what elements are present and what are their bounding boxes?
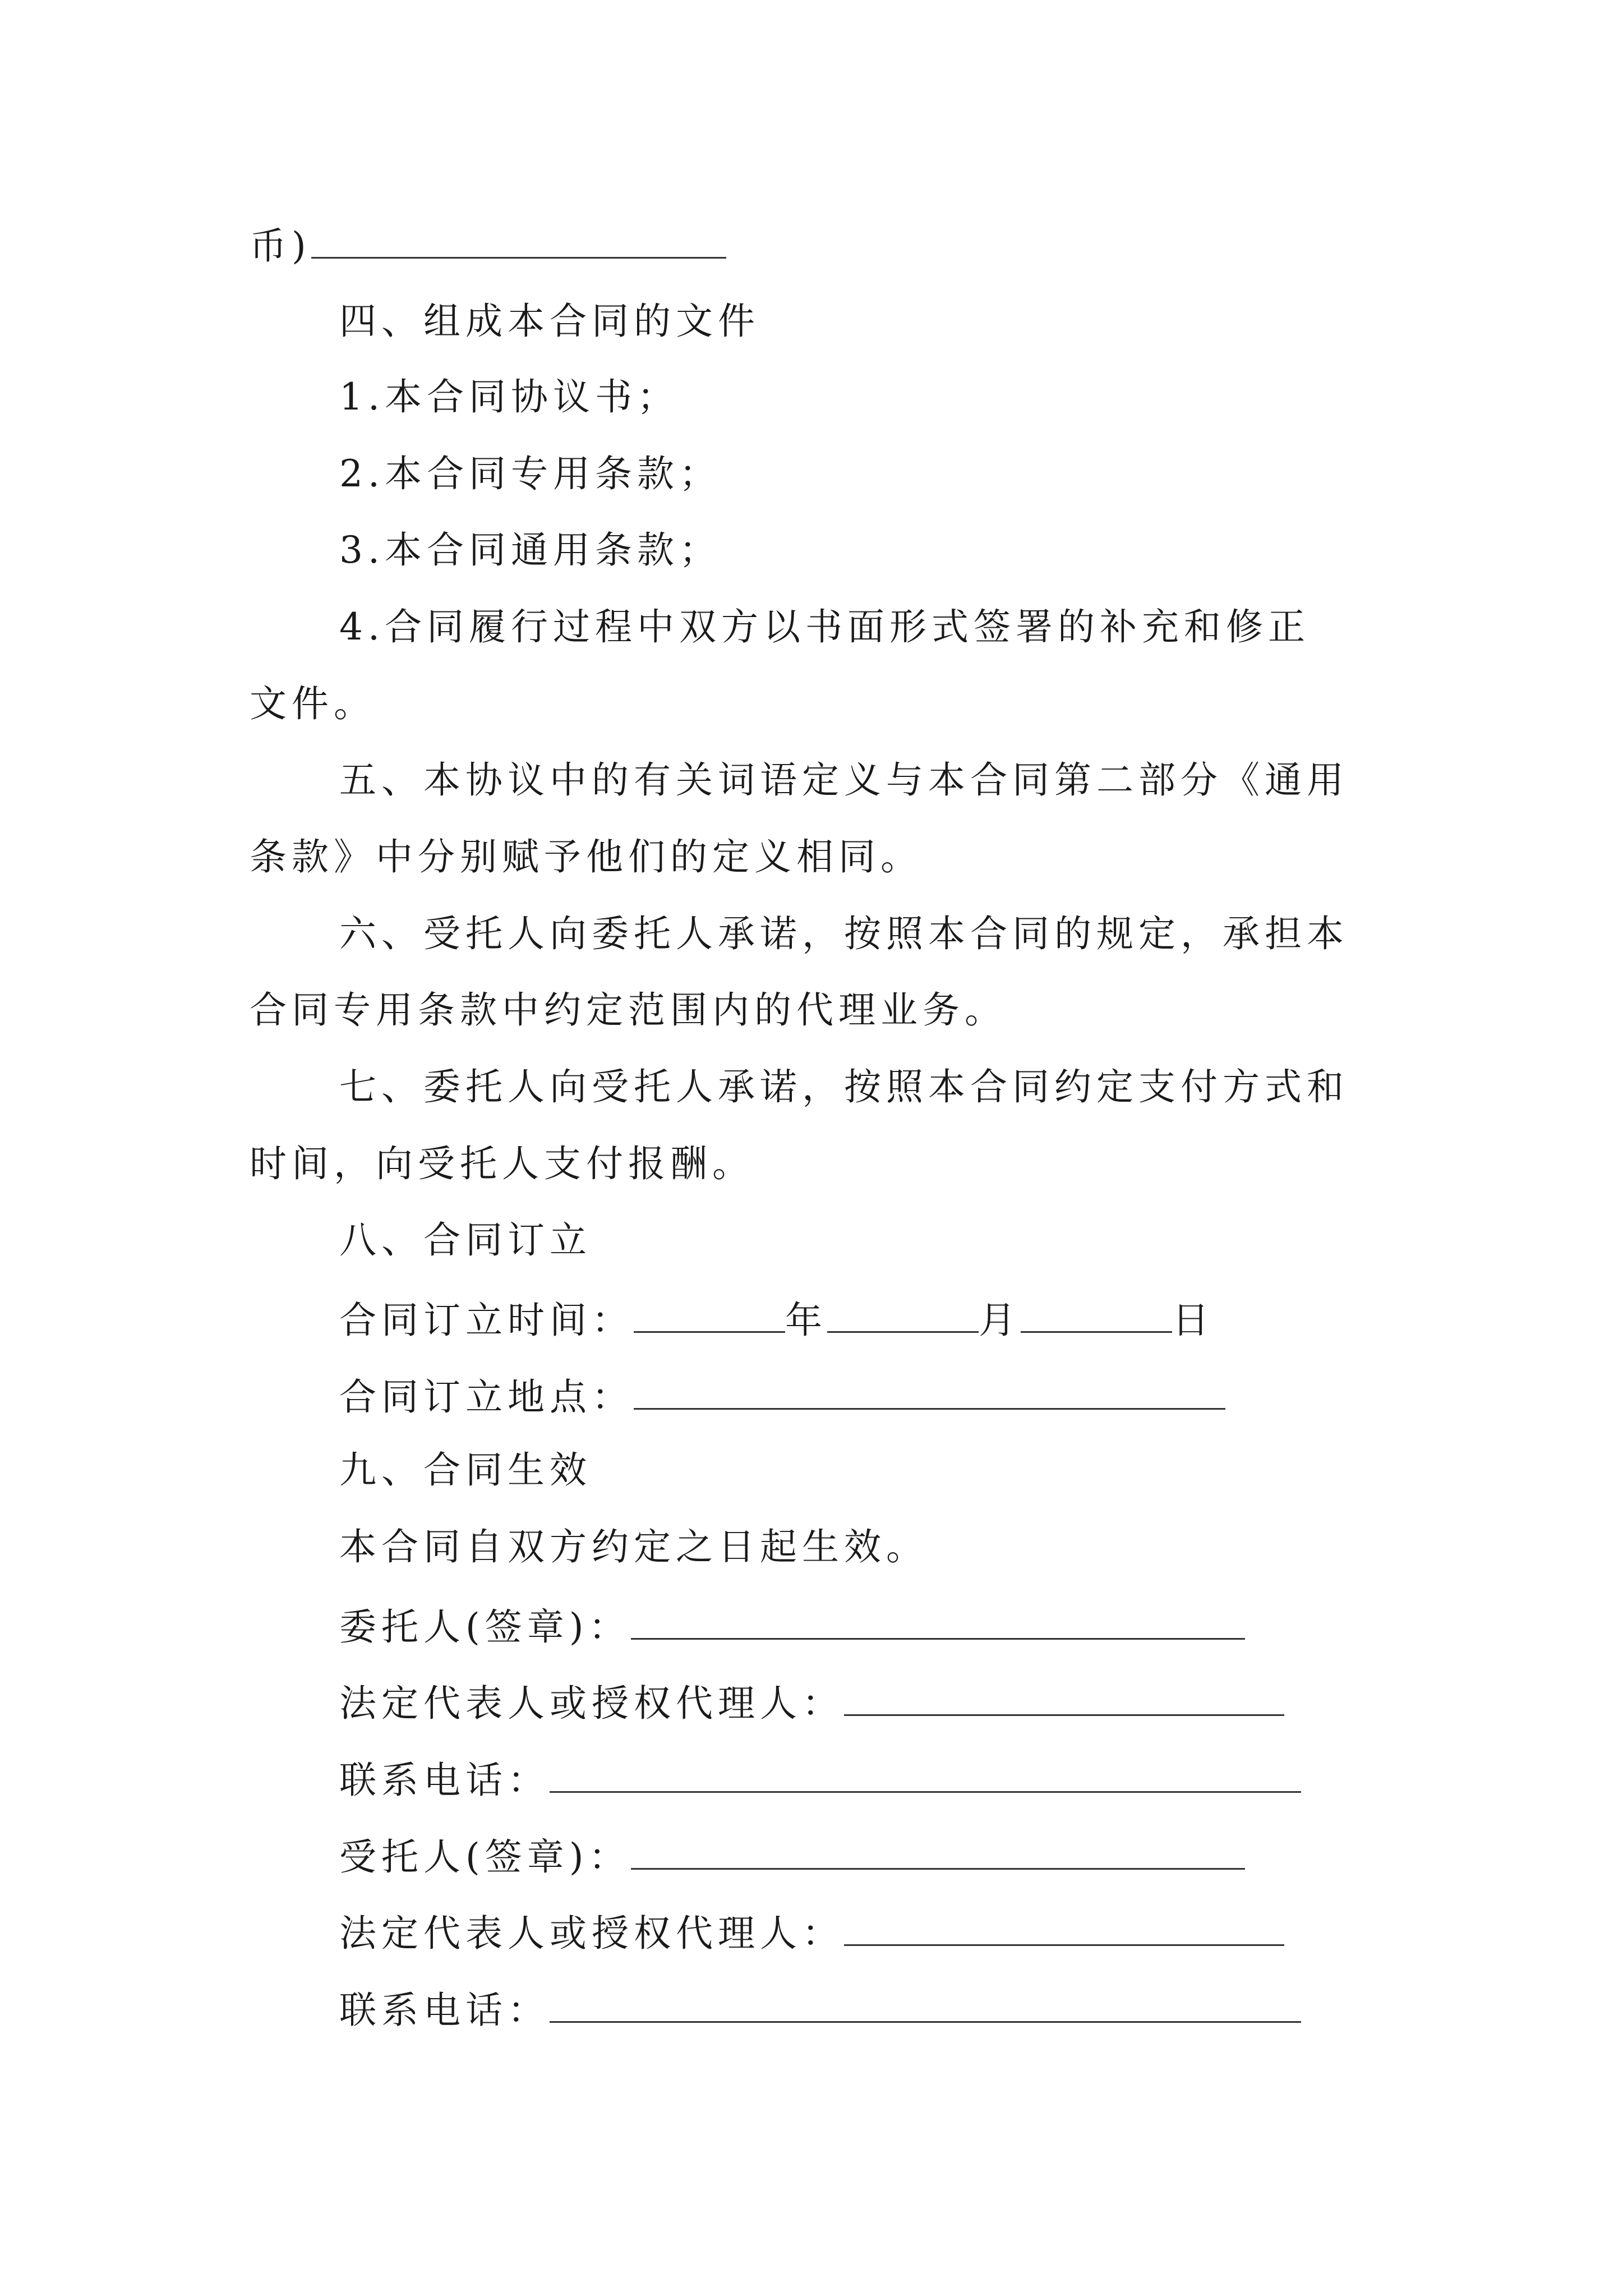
principal-phone-label: 联系电话：: [339, 1759, 550, 1802]
month-label: 月: [979, 1299, 1021, 1342]
month-blank[interactable]: [827, 1299, 979, 1333]
doc-item-1: 1.本合同协议书；: [339, 375, 679, 418]
principal-phone-line: [339, 1759, 1301, 1802]
section-5-cont: 条款》中分别赋予他们的定义相同。: [250, 835, 923, 878]
section-7-cont: 时间，向受托人支付报酬。: [250, 1142, 754, 1185]
currency-label: 币): [250, 224, 311, 268]
section-4-heading: 四、组成本合同的文件: [339, 300, 760, 343]
section-6: 六、受托人向委托人承诺，按照本合同的规定，承担本: [339, 912, 1349, 955]
sign-place-label: 合同订立地点：: [339, 1375, 634, 1419]
principal-rep-blank[interactable]: [844, 1682, 1284, 1716]
currency-line: [250, 224, 726, 268]
section-9-heading: 九、合同生效: [339, 1448, 592, 1492]
sign-date-label: 合同订立时间：: [339, 1299, 634, 1342]
section-6-cont: 合同专用条款中约定范围内的代理业务。: [250, 988, 1007, 1032]
sign-date-line: [339, 1299, 1214, 1342]
principal-phone-blank[interactable]: [550, 1759, 1301, 1793]
agent-rep-line: [339, 1912, 1284, 1955]
agent-rep-blank[interactable]: [844, 1912, 1284, 1946]
section-7: 七、委托人向受托人承诺，按照本合同约定支付方式和: [339, 1065, 1349, 1108]
day-label: 日: [1172, 1299, 1214, 1342]
sign-place-line: [339, 1375, 1225, 1419]
section-5: 五、本协议中的有关词语定义与本合同第二部分《通用: [339, 758, 1349, 802]
doc-item-2: 2.本合同专用条款；: [339, 452, 721, 495]
agent-seal-blank[interactable]: [631, 1835, 1245, 1870]
agent-seal-label: 受托人(签章)：: [339, 1835, 631, 1879]
agent-phone-line: [339, 1989, 1301, 2032]
agent-phone-blank[interactable]: [550, 1989, 1301, 2023]
principal-seal-label: 委托人(签章)：: [339, 1605, 631, 1649]
section-8-heading: 八、合同订立: [339, 1218, 592, 1262]
principal-rep-label: 法定代表人或授权代理人：: [339, 1682, 844, 1725]
agent-phone-label: 联系电话：: [339, 1989, 550, 2032]
sign-place-blank[interactable]: [634, 1375, 1225, 1410]
agent-rep-label: 法定代表人或授权代理人：: [339, 1912, 844, 1955]
year-label: 年: [785, 1299, 827, 1342]
principal-seal-line: [339, 1605, 1245, 1649]
day-blank[interactable]: [1021, 1299, 1172, 1333]
effective-text: 本合同自双方约定之日起生效。: [339, 1525, 928, 1568]
principal-seal-blank[interactable]: [631, 1605, 1245, 1640]
doc-item-3: 3.本合同通用条款；: [339, 528, 721, 572]
doc-item-4-cont: 文件。: [250, 682, 376, 725]
doc-item-4: 4.合同履行过程中双方以书面形式签署的补充和修正: [339, 605, 1310, 648]
principal-rep-line: [339, 1682, 1284, 1725]
year-blank[interactable]: [634, 1299, 785, 1333]
agent-seal-line: [339, 1835, 1245, 1879]
currency-blank[interactable]: [311, 224, 726, 259]
